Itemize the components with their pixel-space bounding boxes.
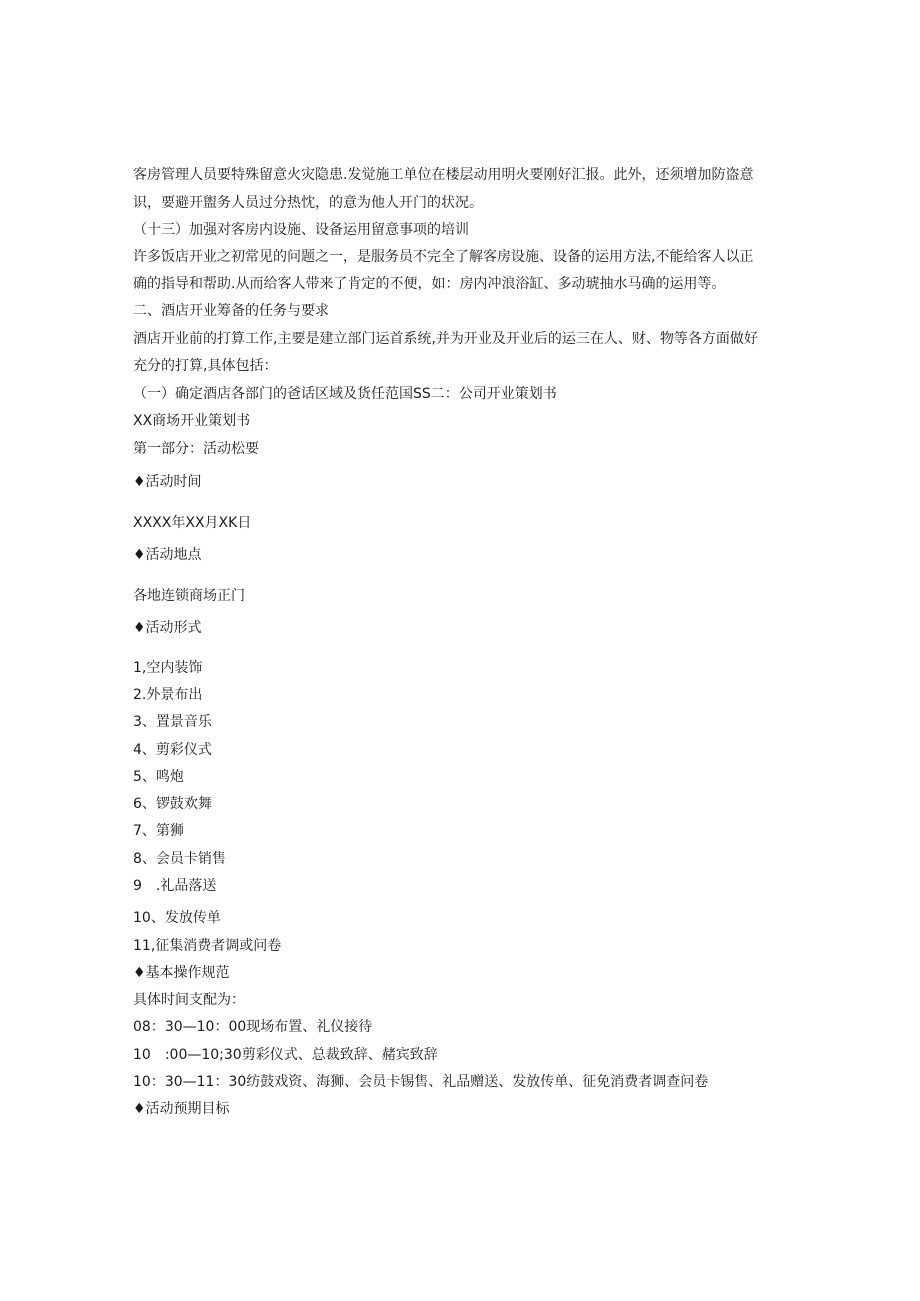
list-item: 8、会员卡销售 [133,851,226,867]
text-line: 充分的打算,具体包括： [133,358,278,374]
document-title: XX商场开业策划书 [133,413,251,429]
list-item: 1,空内装饰 [133,660,203,676]
list-item: 7、第狮 [133,823,184,839]
bullet-heading: ♦活动时间 [133,474,202,490]
bullet-heading: ♦基本操作规范 [133,965,230,981]
schedule-line: 10：30—11：30纺鼓戏资、海狮、会员卡锡售、礼品赠送、发放传单、征免消费者调查问卷 [133,1074,709,1090]
text-line: 各地连锁商场正门 [133,588,245,604]
list-item: 11,征集消费者调或问卷 [133,938,282,954]
list-item: 6、锣鼓欢舞 [133,796,212,812]
section-heading: （十三）加强对客房内设施、设备运用留意事项的培训 [133,222,469,238]
schedule-line: 08：30—10：00现场布置、礼仪接待 [133,1019,373,1035]
bullet-heading: ♦活动地点 [133,547,202,563]
list-item: 4、剪彩仪式 [133,742,212,758]
schedule-line: 10 :00—10;30剪彩仪式、总裁致辞、赭宾致辞 [133,1047,438,1063]
list-item: 9 .礼品落送 [133,878,217,894]
text-line: 酒店开业前的打算工作,主要是建立部门运首系统,并为开业及开业后的运三在人、财、物等各方面做好 [133,331,758,347]
text-line: 确的指导和帮助.从而给客人带来了肯定的不便，如：房内冲浪浴缸、多动琥抽水马确的运用等。 [133,276,726,292]
text-line: XXXX年XX月XK日 [133,515,252,531]
list-item: 10、发放传单 [133,910,221,926]
list-item: 3、置景音乐 [133,714,212,730]
list-item: 5、鸣炮 [133,769,184,785]
text-line: 许多饭店开业之初常见的问题之一，是服务员不完全了解客房设施、设备的运用方法,不能给客人以正 [133,249,754,265]
bullet-heading: ♦活动形式 [133,620,202,636]
list-item: 2.外景布出 [133,687,203,703]
bullet-heading: ♦活动预期目标 [133,1101,230,1117]
part-heading: 第一部分：活动松要 [133,441,259,457]
section-heading: （一）确定酒店各部门的爸话区域及货任范国SS二：公司开业策划书 [133,386,557,402]
section-heading: 二、酒店开业筹备的任务与要求 [133,303,329,319]
text-line: 客房管理人员要特殊留意火灾隐患.发觉施工单位在楼层动用明火要刚好汇报。此外，还须增加防盗意 [133,167,754,183]
text-line: 识，要避开盥务人员过分热忱，的意为他人开门的状况。 [133,195,483,211]
text-line: 具体时间支配为： [133,992,245,1008]
